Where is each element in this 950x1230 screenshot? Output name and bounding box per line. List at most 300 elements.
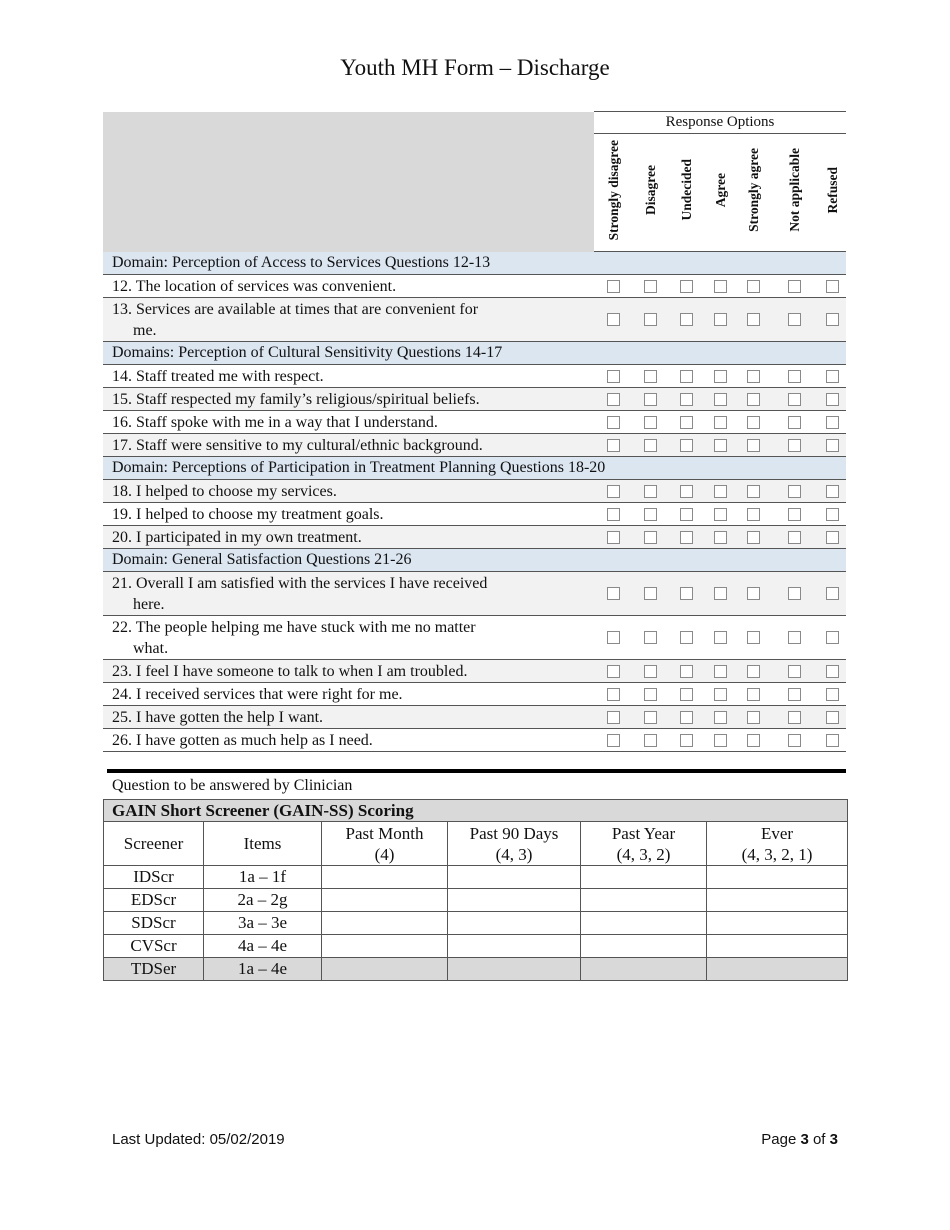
response-checkbox-cell: [736, 388, 770, 411]
response-checkbox[interactable]: [714, 393, 727, 406]
response-checkbox[interactable]: [714, 734, 727, 747]
response-checkbox[interactable]: [714, 665, 727, 678]
response-checkbox[interactable]: [714, 416, 727, 429]
response-checkbox-cell: [594, 729, 632, 752]
response-checkbox[interactable]: [747, 688, 760, 701]
response-checkbox-cell: [594, 616, 632, 660]
gain-score-cell[interactable]: [581, 889, 707, 912]
gain-title: GAIN Short Screener (GAIN-SS) Scoring: [104, 800, 848, 822]
response-checkbox-cell: [668, 660, 704, 683]
response-checkbox[interactable]: [747, 531, 760, 544]
response-option-label: Strongly disagree: [605, 139, 621, 241]
response-checkbox-cell: [594, 411, 632, 434]
question-row: [103, 706, 846, 729]
question-row: [103, 526, 846, 549]
gain-score-cell[interactable]: [707, 958, 848, 981]
question-text: 16. Staff spoke with me in a way that I understand.: [112, 413, 438, 431]
response-checkbox[interactable]: [747, 393, 760, 406]
response-checkbox[interactable]: [607, 485, 620, 498]
response-checkbox[interactable]: [607, 631, 620, 644]
response-checkbox-cell: [594, 572, 632, 616]
response-checkbox[interactable]: [714, 711, 727, 724]
last-updated: Last Updated: 05/02/2019: [112, 1131, 285, 1148]
response-checkbox-cell: [736, 411, 770, 434]
response-checkbox-cell: [736, 616, 770, 660]
response-option-header: [770, 134, 818, 252]
response-checkbox-cell: [668, 683, 704, 706]
page-total: 3: [829, 1131, 838, 1148]
gain-items-cell: 4a – 4e: [204, 935, 322, 958]
response-checkbox[interactable]: [826, 711, 839, 724]
response-checkbox-cell: [632, 683, 668, 706]
response-checkbox-cell: [632, 729, 668, 752]
domain-heading: Domain: Perception of Access to Services Questions 12-13: [103, 252, 846, 275]
gain-header-label: Screener: [123, 834, 184, 853]
response-checkbox[interactable]: [747, 665, 760, 678]
response-option-label: Undecided: [678, 159, 694, 221]
response-checkbox[interactable]: [826, 439, 839, 452]
response-checkbox-cell: [668, 503, 704, 526]
response-checkbox-cell: [736, 365, 770, 388]
question-row: [103, 275, 846, 298]
page-of: of: [808, 1131, 830, 1148]
response-checkbox-cell: [668, 365, 704, 388]
question-text: 23. I feel I have someone to talk to when I am troubled.: [112, 662, 468, 680]
response-checkbox[interactable]: [826, 508, 839, 521]
gain-score-cell[interactable]: [448, 912, 581, 935]
response-checkbox[interactable]: [788, 439, 801, 452]
response-checkbox-cell: [736, 480, 770, 503]
gain-score-cell[interactable]: [707, 912, 848, 935]
response-checkbox-cell: [770, 683, 818, 706]
question-cell: [103, 503, 594, 526]
gain-items-cell: 1a – 4e: [204, 958, 322, 981]
gain-score-cell[interactable]: [448, 935, 581, 958]
gain-screener-cell: IDScr: [104, 866, 204, 889]
response-checkbox[interactable]: [644, 280, 657, 293]
response-checkbox[interactable]: [714, 587, 727, 600]
response-checkbox-cell: [704, 683, 736, 706]
response-checkbox-cell: [668, 616, 704, 660]
response-checkbox-cell: [668, 434, 704, 457]
response-checkbox-cell: [770, 706, 818, 729]
response-checkbox-cell: [818, 526, 846, 549]
response-checkbox-cell: [594, 480, 632, 503]
survey-table: [103, 111, 846, 752]
response-checkbox[interactable]: [607, 393, 620, 406]
response-checkbox[interactable]: [680, 393, 693, 406]
response-checkbox-cell: [594, 660, 632, 683]
question-cell: [103, 572, 594, 616]
response-checkbox-cell: [632, 660, 668, 683]
response-checkbox[interactable]: [714, 508, 727, 521]
response-checkbox-cell: [668, 275, 704, 298]
question-text: 22. The people helping me have stuck with me no matter: [112, 618, 476, 636]
response-checkbox-cell: [704, 365, 736, 388]
question-text-continued: what.: [133, 639, 169, 657]
response-checkbox[interactable]: [644, 393, 657, 406]
response-checkbox-cell: [594, 434, 632, 457]
question-text: 13. Services are available at times that are convenient for: [112, 300, 479, 318]
gain-score-cell[interactable]: [581, 958, 707, 981]
response-checkbox[interactable]: [680, 508, 693, 521]
response-checkbox[interactable]: [747, 587, 760, 600]
response-checkbox[interactable]: [644, 485, 657, 498]
response-checkbox-cell: [704, 503, 736, 526]
response-checkbox[interactable]: [680, 313, 693, 326]
gain-score-cell[interactable]: [581, 912, 707, 935]
response-checkbox-cell: [704, 480, 736, 503]
response-checkbox-cell: [818, 660, 846, 683]
response-checkbox-cell: [594, 388, 632, 411]
gain-row: [104, 958, 848, 981]
gain-items-cell: 1a – 1f: [204, 866, 322, 889]
response-checkbox[interactable]: [747, 439, 760, 452]
response-checkbox[interactable]: [788, 313, 801, 326]
response-checkbox[interactable]: [644, 587, 657, 600]
gain-header-row: [104, 822, 848, 866]
gain-header-label: Past Month: [345, 823, 424, 843]
response-checkbox[interactable]: [826, 370, 839, 383]
domain-heading: Domain: General Satisfaction Questions 21-26: [103, 549, 846, 572]
response-checkbox[interactable]: [644, 416, 657, 429]
question-cell: [103, 660, 594, 683]
response-checkbox-cell: [770, 503, 818, 526]
response-checkbox-cell: [632, 434, 668, 457]
response-checkbox-cell: [818, 683, 846, 706]
response-checkbox[interactable]: [788, 734, 801, 747]
response-checkbox-cell: [736, 572, 770, 616]
question-row: [103, 503, 846, 526]
response-checkbox[interactable]: [644, 370, 657, 383]
response-checkbox[interactable]: [680, 688, 693, 701]
response-checkbox-cell: [668, 572, 704, 616]
domain-row: [103, 457, 846, 480]
response-checkbox-cell: [704, 388, 736, 411]
question-cell: [103, 298, 594, 342]
response-checkbox[interactable]: [680, 711, 693, 724]
response-checkbox-cell: [770, 660, 818, 683]
response-checkbox[interactable]: [788, 280, 801, 293]
response-checkbox[interactable]: [714, 280, 727, 293]
response-checkbox[interactable]: [644, 313, 657, 326]
gain-score-cell[interactable]: [322, 889, 448, 912]
response-checkbox[interactable]: [644, 439, 657, 452]
response-checkbox-cell: [770, 616, 818, 660]
response-checkbox-cell: [668, 480, 704, 503]
response-checkbox-cell: [668, 388, 704, 411]
question-cell: [103, 706, 594, 729]
gain-header-cell: [104, 822, 204, 866]
response-checkbox[interactable]: [826, 734, 839, 747]
response-checkbox[interactable]: [607, 508, 620, 521]
response-checkbox-cell: [770, 729, 818, 752]
question-row: [103, 411, 846, 434]
section-divider: [107, 769, 846, 773]
response-checkbox-cell: [668, 526, 704, 549]
response-checkbox-cell: [770, 411, 818, 434]
response-checkbox-cell: [736, 503, 770, 526]
header-blank-cell: [103, 112, 594, 252]
response-checkbox-cell: [770, 480, 818, 503]
response-checkbox-cell: [594, 275, 632, 298]
response-checkbox-cell: [704, 275, 736, 298]
response-checkbox-cell: [594, 365, 632, 388]
response-checkbox[interactable]: [788, 485, 801, 498]
response-checkbox[interactable]: [747, 631, 760, 644]
response-checkbox[interactable]: [788, 688, 801, 701]
response-checkbox-cell: [632, 706, 668, 729]
domain-heading: Domains: Perception of Cultural Sensitivity Questions 14-17: [103, 342, 846, 365]
response-checkbox-cell: [818, 616, 846, 660]
response-checkbox-cell: [770, 365, 818, 388]
response-checkbox[interactable]: [644, 631, 657, 644]
response-checkbox[interactable]: [714, 531, 727, 544]
response-checkbox[interactable]: [680, 587, 693, 600]
response-checkbox[interactable]: [747, 508, 760, 521]
response-checkbox[interactable]: [680, 531, 693, 544]
response-checkbox-cell: [704, 660, 736, 683]
gain-scoring-table: [103, 799, 848, 981]
question-row: [103, 388, 846, 411]
response-checkbox[interactable]: [607, 734, 620, 747]
domain-row: [103, 342, 846, 365]
response-checkbox[interactable]: [680, 370, 693, 383]
response-checkbox[interactable]: [747, 280, 760, 293]
response-checkbox[interactable]: [788, 370, 801, 383]
gain-score-cell[interactable]: [707, 866, 848, 889]
question-cell: [103, 526, 594, 549]
response-checkbox-cell: [704, 616, 736, 660]
response-checkbox-cell: [704, 411, 736, 434]
gain-header-label: Past Year: [611, 823, 676, 843]
response-checkbox[interactable]: [644, 711, 657, 724]
gain-score-cell[interactable]: [448, 958, 581, 981]
gain-screener-cell: TDSer: [104, 958, 204, 981]
response-checkbox[interactable]: [788, 587, 801, 600]
response-checkbox[interactable]: [644, 665, 657, 678]
domain-row: [103, 549, 846, 572]
response-checkbox[interactable]: [826, 631, 839, 644]
gain-screener-cell: EDScr: [104, 889, 204, 912]
gain-header-cell: [322, 822, 448, 866]
gain-header-label: Ever: [760, 823, 794, 843]
question-text: 21. Overall I am satisfied with the services I have received: [112, 574, 488, 592]
response-checkbox-cell: [632, 365, 668, 388]
question-text: 12. The location of services was convenient.: [112, 277, 397, 295]
response-checkbox-cell: [818, 503, 846, 526]
response-checkbox[interactable]: [826, 313, 839, 326]
domain-row: [103, 252, 846, 275]
response-checkbox[interactable]: [826, 280, 839, 293]
gain-header-weights: (4, 3, 2, 1): [741, 844, 813, 864]
response-checkbox-cell: [594, 298, 632, 342]
question-text: 19. I helped to choose my treatment goals.: [112, 505, 384, 523]
gain-score-cell[interactable]: [322, 958, 448, 981]
response-checkbox[interactable]: [680, 485, 693, 498]
response-checkbox-cell: [818, 388, 846, 411]
gain-items-cell: 2a – 2g: [204, 889, 322, 912]
response-checkbox-cell: [704, 298, 736, 342]
question-text-continued: here.: [133, 595, 165, 613]
response-checkbox[interactable]: [788, 508, 801, 521]
gain-score-cell[interactable]: [448, 889, 581, 912]
response-checkbox[interactable]: [826, 665, 839, 678]
question-text: 17. Staff were sensitive to my cultural/ethnic background.: [112, 436, 483, 454]
question-row: [103, 572, 846, 616]
response-option-label: Not applicable: [786, 148, 802, 232]
response-checkbox-cell: [818, 572, 846, 616]
response-checkbox-cell: [770, 388, 818, 411]
gain-score-cell[interactable]: [322, 866, 448, 889]
gain-score-cell[interactable]: [581, 935, 707, 958]
response-checkbox[interactable]: [747, 313, 760, 326]
response-checkbox[interactable]: [788, 416, 801, 429]
page-title: Youth MH Form – Discharge: [340, 55, 610, 80]
question-cell: [103, 683, 594, 706]
response-checkbox-cell: [770, 572, 818, 616]
gain-score-cell[interactable]: [707, 935, 848, 958]
response-checkbox-cell: [632, 616, 668, 660]
response-checkbox[interactable]: [680, 280, 693, 293]
response-checkbox[interactable]: [644, 734, 657, 747]
response-checkbox-cell: [668, 706, 704, 729]
question-row: [103, 660, 846, 683]
response-checkbox-cell: [736, 683, 770, 706]
response-checkbox[interactable]: [607, 370, 620, 383]
response-checkbox[interactable]: [826, 587, 839, 600]
response-checkbox-cell: [632, 388, 668, 411]
response-option-header: [594, 134, 632, 252]
response-checkbox-cell: [770, 275, 818, 298]
question-cell: [103, 729, 594, 752]
gain-score-cell[interactable]: [322, 935, 448, 958]
response-checkbox-cell: [736, 298, 770, 342]
response-checkbox[interactable]: [607, 688, 620, 701]
response-checkbox[interactable]: [714, 313, 727, 326]
response-checkbox[interactable]: [747, 416, 760, 429]
response-checkbox[interactable]: [826, 485, 839, 498]
response-checkbox[interactable]: [644, 508, 657, 521]
response-checkbox-cell: [770, 526, 818, 549]
response-option-label: Refused: [824, 166, 840, 214]
response-checkbox[interactable]: [826, 531, 839, 544]
response-checkbox[interactable]: [680, 631, 693, 644]
response-checkbox[interactable]: [788, 393, 801, 406]
response-checkbox[interactable]: [607, 280, 620, 293]
response-checkbox-cell: [736, 275, 770, 298]
gain-score-cell[interactable]: [707, 889, 848, 912]
response-checkbox-cell: [632, 526, 668, 549]
response-checkbox[interactable]: [644, 531, 657, 544]
response-option-header: [736, 134, 770, 252]
response-checkbox[interactable]: [714, 439, 727, 452]
gain-score-cell[interactable]: [448, 866, 581, 889]
response-checkbox-cell: [818, 480, 846, 503]
response-checkbox-cell: [668, 411, 704, 434]
question-text: 15. Staff respected my family’s religious/spiritual beliefs.: [112, 390, 480, 408]
response-checkbox-cell: [704, 526, 736, 549]
response-checkbox[interactable]: [747, 370, 760, 383]
response-checkbox-cell: [736, 526, 770, 549]
response-option-label: Disagree: [642, 165, 658, 215]
response-checkbox-cell: [818, 365, 846, 388]
gain-score-cell[interactable]: [322, 912, 448, 935]
response-checkbox[interactable]: [607, 665, 620, 678]
response-checkbox[interactable]: [680, 665, 693, 678]
question-text-continued: me.: [133, 321, 157, 339]
response-checkbox-cell: [736, 706, 770, 729]
response-option-header: [704, 134, 736, 252]
response-option-header: [668, 134, 704, 252]
response-checkbox-cell: [736, 434, 770, 457]
page-number: [761, 1131, 838, 1148]
response-checkbox[interactable]: [607, 587, 620, 600]
response-checkbox[interactable]: [788, 711, 801, 724]
response-checkbox[interactable]: [747, 734, 760, 747]
gain-header-weights: (4, 3, 2): [616, 844, 671, 864]
response-checkbox-cell: [632, 572, 668, 616]
response-checkbox-cell: [704, 706, 736, 729]
response-checkbox-cell: [704, 434, 736, 457]
response-checkbox[interactable]: [747, 485, 760, 498]
response-checkbox[interactable]: [788, 631, 801, 644]
response-checkbox[interactable]: [607, 416, 620, 429]
response-checkbox[interactable]: [644, 688, 657, 701]
response-checkbox[interactable]: [607, 439, 620, 452]
response-option-header: [818, 134, 846, 252]
response-checkbox[interactable]: [680, 416, 693, 429]
response-checkbox[interactable]: [747, 711, 760, 724]
response-checkbox[interactable]: [826, 393, 839, 406]
response-checkbox[interactable]: [607, 711, 620, 724]
response-checkbox[interactable]: [788, 665, 801, 678]
response-checkbox[interactable]: [826, 688, 839, 701]
response-checkbox-cell: [818, 411, 846, 434]
clinician-note: Question to be answered by Clinician: [112, 777, 353, 794]
question-cell: [103, 275, 594, 298]
question-text: 24. I received services that were right for me.: [112, 685, 403, 703]
response-checkbox[interactable]: [607, 313, 620, 326]
gain-row: [104, 889, 848, 912]
question-row: [103, 298, 846, 342]
response-checkbox-cell: [736, 729, 770, 752]
response-checkbox[interactable]: [607, 531, 620, 544]
response-checkbox[interactable]: [714, 688, 727, 701]
response-checkbox-cell: [818, 275, 846, 298]
gain-score-cell[interactable]: [581, 866, 707, 889]
gain-row: [104, 866, 848, 889]
response-checkbox[interactable]: [680, 439, 693, 452]
gain-header-label: Past 90 Days: [469, 823, 559, 843]
gain-header-cell: [448, 822, 581, 866]
gain-row: [104, 935, 848, 958]
response-checkbox[interactable]: [714, 370, 727, 383]
gain-row: [104, 912, 848, 935]
gain-header-cell: [204, 822, 322, 866]
response-checkbox[interactable]: [714, 631, 727, 644]
gain-header-weights: (4, 3): [495, 844, 533, 864]
response-checkbox[interactable]: [788, 531, 801, 544]
question-text: 14. Staff treated me with respect.: [112, 367, 324, 385]
response-checkbox[interactable]: [714, 485, 727, 498]
gain-header-cell: [581, 822, 707, 866]
response-checkbox[interactable]: [826, 416, 839, 429]
question-cell: [103, 480, 594, 503]
response-checkbox-cell: [632, 503, 668, 526]
response-checkbox[interactable]: [680, 734, 693, 747]
response-checkbox-cell: [704, 729, 736, 752]
